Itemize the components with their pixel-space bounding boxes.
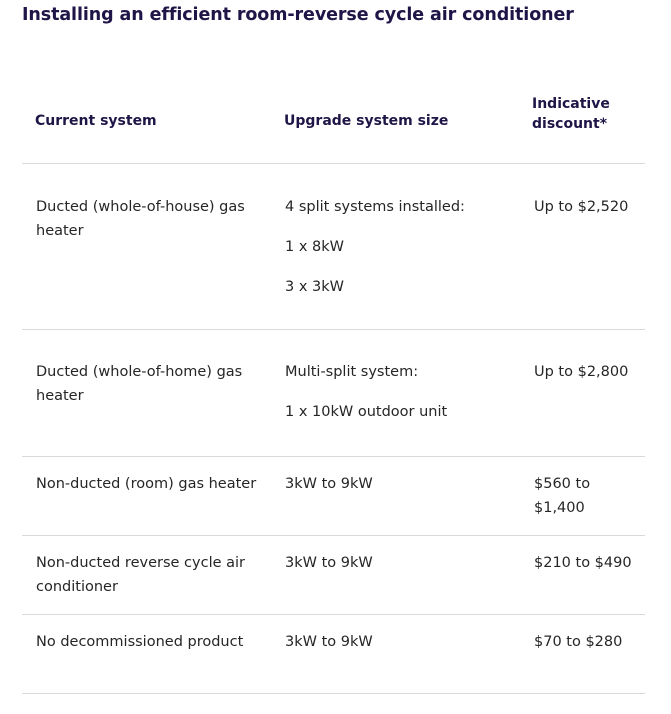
header-row (22, 78, 645, 164)
cell-current-system: Non-ducted (room) gas heater (22, 457, 271, 536)
header-current-system: Current system (22, 78, 271, 164)
cell-current-system: Ducted (whole-of-house) gas heater (22, 164, 271, 330)
page-title: Installing an efficient room-reverse cycle air conditioner (22, 5, 574, 25)
upgrade-line: 3kW to 9kW (285, 476, 373, 492)
cell-current-system: Ducted (whole-of-home) gas heater (22, 330, 271, 457)
table-row (22, 164, 645, 330)
table-row (22, 457, 645, 536)
cell-discount: Up to $2,520 (521, 164, 645, 330)
header-upgrade-system-size: Upgrade system size (271, 78, 521, 164)
upgrade-line: Multi-split system: (285, 364, 419, 380)
table-header (22, 78, 645, 164)
upgrade-line: 1 x 8kW (285, 239, 344, 255)
cell-upgrade-size (271, 330, 521, 457)
table-body (22, 164, 645, 694)
cell-discount: $210 to $490 (521, 536, 645, 615)
cell-upgrade-size (271, 615, 521, 694)
upgrade-line: 3kW to 9kW (285, 555, 373, 571)
cell-upgrade-size (271, 457, 521, 536)
upgrade-line: 3kW to 9kW (285, 634, 373, 650)
upgrade-line: 3 x 3kW (285, 279, 344, 295)
upgrade-line: 4 split systems installed: (285, 199, 465, 215)
table-row (22, 536, 645, 615)
cell-current-system: Non-ducted reverse cycle air conditioner (22, 536, 271, 615)
cell-discount: Up to $2,800 (521, 330, 645, 457)
header-indicative-discount: Indicative discount* (521, 78, 645, 164)
cell-upgrade-size (271, 164, 521, 330)
table-row (22, 330, 645, 457)
cell-upgrade-size (271, 536, 521, 615)
table-row (22, 615, 645, 694)
discount-table (22, 78, 645, 694)
cell-current-system: No decommissioned product (22, 615, 271, 694)
cell-discount: $70 to $280 (521, 615, 645, 694)
cell-discount: $560 to $1,400 (521, 457, 645, 536)
upgrade-line: 1 x 10kW outdoor unit (285, 404, 448, 420)
